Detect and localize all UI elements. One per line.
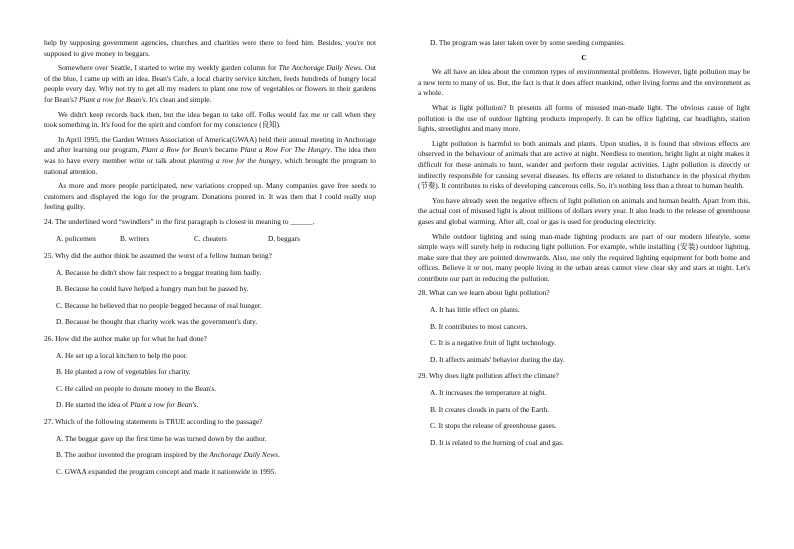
option-a: A. policemen (56, 233, 96, 243)
option-d: D. It affects animals' behavior during the day. (430, 354, 565, 364)
option-b: B. Because he could have helped a hungry man but he passed by. (56, 284, 249, 294)
option-b: B. He planted a row of vegetables for charity. (56, 367, 191, 377)
passage-paragraph: Somewhere over Seattle, I started to write my weekly garden column for The Anchorage Daily News. Out of the blue, I came up with an idea. Bean's Cafe, a local charity service kitchen, feeds hundreds of hungry local people every day. Why not try to get all my readers to plant one row of vegetables or flowers in their gardens for Bean's? Plant a row for Bean's. It's clean and simple. (44, 63, 376, 104)
option-a: A. He set up a local kitchen to help the poor. (56, 350, 188, 360)
option-d: D. It is related to the burning of coal and gas. (430, 437, 564, 447)
option-c: C. GWAA expanded the program concept and made it nationwide in 1995. (56, 466, 277, 476)
question-29-stem: 29. Why does light pollution affect the climate? (418, 371, 559, 381)
question-24-stem: 24. The underlined word “swindlers” in the first paragraph is closest in meaning to ______. (44, 216, 315, 226)
passage-paragraph: help by supposing government agencies, churches and charities were there to feed him. Besides, you're not supposed to give money to beggars. (44, 38, 376, 58)
passage-paragraph: In April 1995, the Garden Writers Association of America(GWAA) held their annual meeting in Anchorage and after learning our program, Plant a Row for Bean's became Plant a Row For The Hungry. The idea then was to have every member write or talk about planting a row for the hungry, which brought the program to national attention. (44, 134, 376, 176)
option-c: C. Because he believed that no people begged because of real hunger. (56, 300, 262, 310)
passage-paragraph: As more and more people participated, new variations cropped up. Many companies gave free seeds to customers and displayed the logo for the program. Donations poured in. It was then that I could really stop feeling guilty. (44, 181, 376, 212)
option-a: A. The beggar gave up the first time he was turned down by the author. (56, 433, 267, 443)
option-b: B. It creates clouds in parts of the Earth. (430, 404, 550, 414)
option-c: C. He called on people to donate money to the Bean's. (56, 383, 217, 393)
question-28-stem: 28. What can we learn about light pollution? (418, 288, 550, 298)
option-a: A. It increases the temperature at night. (430, 388, 547, 398)
question-24-options (44, 234, 376, 245)
passage-paragraph: We didn't keep records back then, but the idea began to take off. Folks would fax me or call when they took something in. It's food for the spirit and comfort for my conscience (良知). (44, 109, 376, 130)
question-25-stem: 25. Why did the author think he assumed the worst of a fellow human being? (44, 251, 272, 261)
option-d: D. He started the idea of Plant a row for Bean's. (56, 400, 199, 410)
passage-paragraph: What is light pollution? It presents all forms of misused man-made light. The obvious cause of light pollution is the use of outdoor lighting products improperly. It can be office lighting, car headlights, station lights, streetlights and many more. (418, 102, 750, 134)
option-a: A. It has little effect on plants. (430, 305, 520, 315)
option-c: C. It is a negative fruit of light technology. (430, 338, 556, 348)
question-26-stem: 26. How did the author make up for what he had done? (44, 334, 207, 344)
right-column (418, 38, 750, 454)
option-d: D. Because he thought that charity work was the government's duty. (56, 317, 258, 327)
option-c: C. cheaters (194, 233, 227, 243)
option-d: D. beggars (268, 233, 301, 243)
question-27-stem: 27. Which of the following statements is TRUE according to the passage? (44, 417, 263, 427)
option-a: A. Because he didn't show fair respect to a beggar treating him badly. (56, 267, 262, 277)
option-b: B. The author invented the program inspired by the Anchorage Daily News. (56, 450, 280, 460)
passage-paragraph: Light pollution is harmful to both animals and plants. Upon studies, it is found that obvious effects are observed in the behaviour of animals that are active at night. Needless to mention, bright light at night makes it difficult for these animals to hunt, wander and perform their regular activities. Light pollution is directly or indirectly responsible for causing several diseases. Its effects are related to disturbance in the physical rhythm (节奏). It contributes to risks of developing cancerous cells. So, it's nothing less than a threat to human health. (418, 138, 750, 191)
passage-paragraph: We all have an idea about the common types of environmental problems. However, light pollution may be a new term to many of us. But, the fact is that it does affect mankind, other living forms and the environment as a whole. (418, 67, 750, 98)
option-b: B. writers (120, 233, 150, 243)
left-column (44, 38, 376, 483)
option-d: D. The program was later taken over by some seeding companies. (430, 38, 625, 47)
passage-paragraph: While outdoor lighting and using man-made lighting products are part of our modern lifestyle, some simple ways will surely help in reducing light pollution. For example, while installing (安装) outdoor lighting, make sure that they are pointed downwards. Also, use only the required lighting equipment for both home and offices. Believe it or not, many people living in the urban areas cannot view clear sky and stars at night. Let's contribute our part in reducing the pollution. (418, 231, 750, 283)
passage-paragraph: You have already seen the negative effects of light pollution on animals and human health. Apart from this, the actual cost of misused light is about millions of dollars every year. It also leads to the release of greenhouse gases and global warming. After all, coal or gas is used for producing electricity. (418, 195, 750, 226)
option-b: B. It contributes to most cancers. (430, 321, 528, 331)
option-c: C. It stops the release of greenhouse gases. (430, 421, 557, 431)
section-title: C (581, 52, 587, 62)
